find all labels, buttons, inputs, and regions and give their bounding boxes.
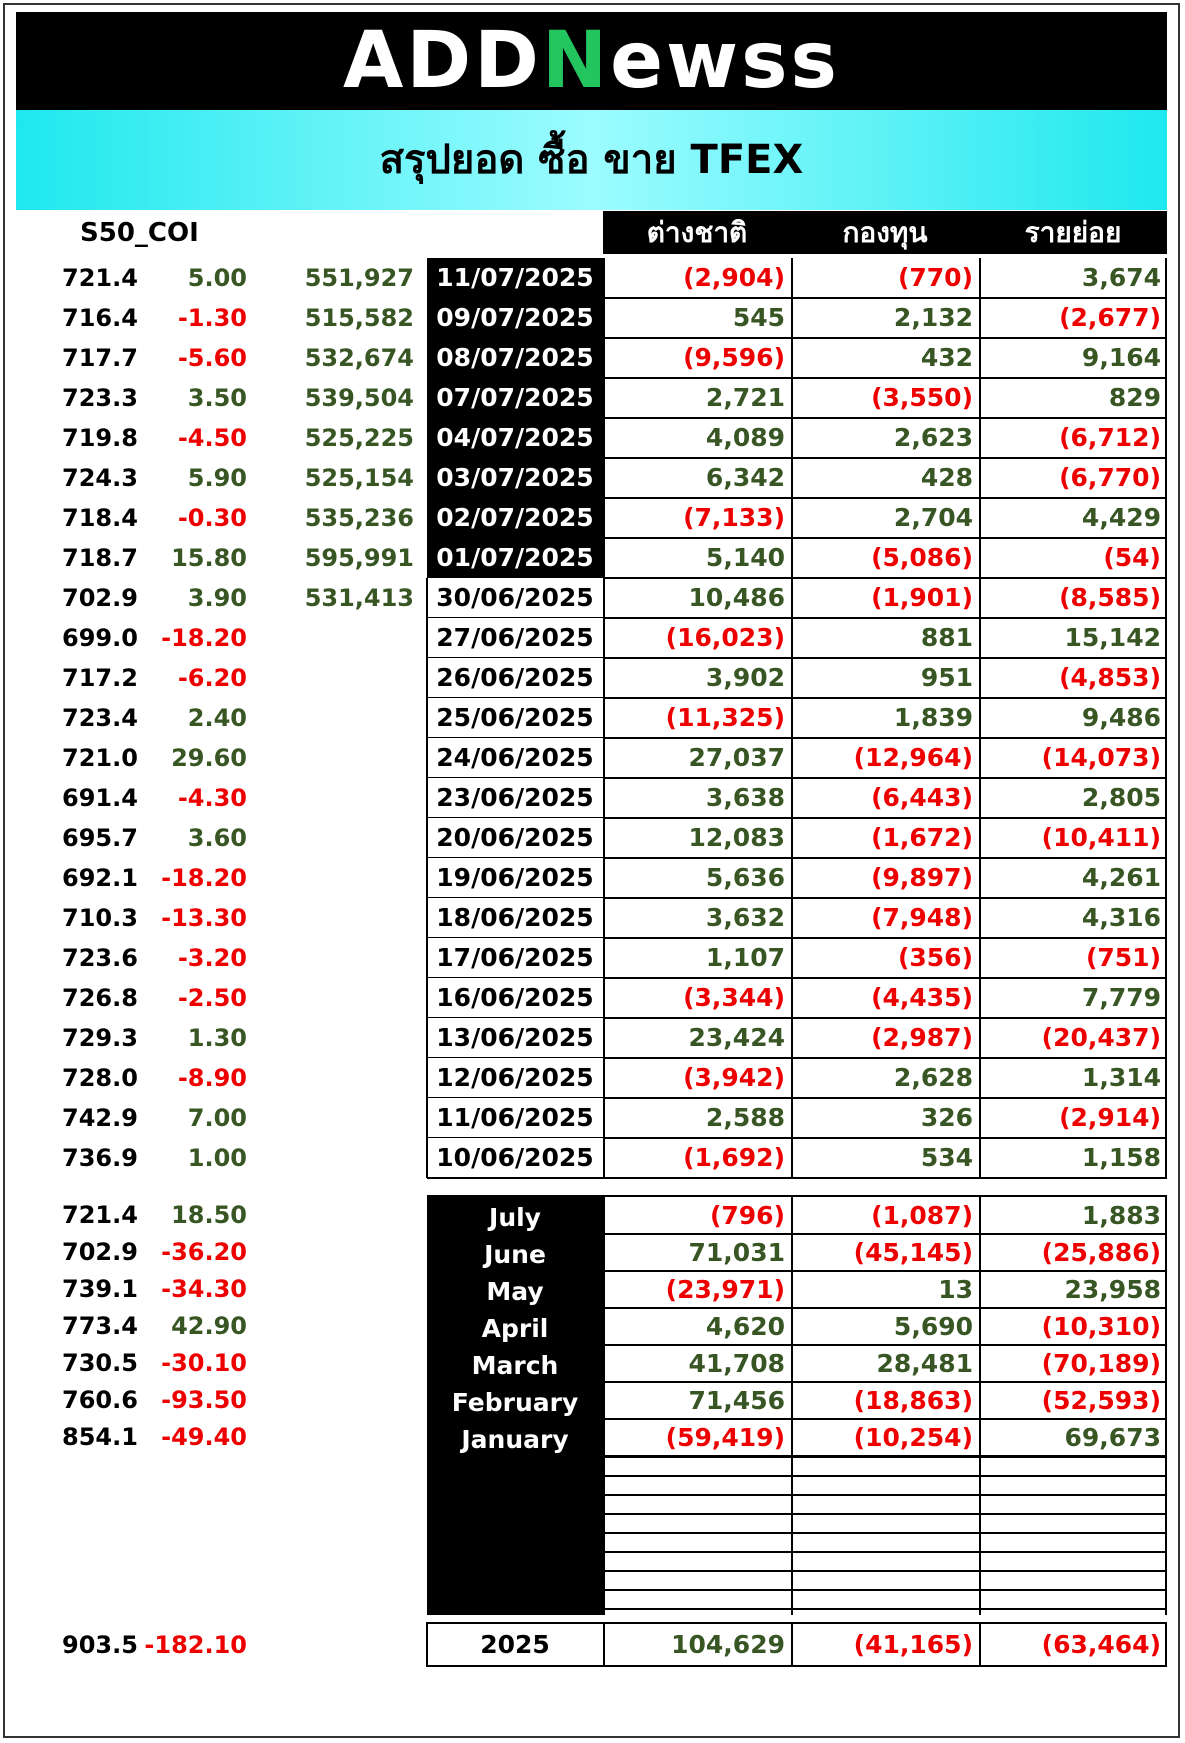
foreign-value: 27,037 [688, 743, 785, 772]
date-cell: 11/07/2025 [427, 258, 603, 298]
fund-value: 2,628 [893, 1063, 973, 1092]
coi-index: 723.6 [62, 944, 138, 972]
open-interest: 525,225 [304, 424, 414, 452]
foreign-value: (3,344) [683, 983, 785, 1012]
retail-value: (52,593) [1041, 1386, 1161, 1415]
date-cell: 26/06/2025 [427, 658, 603, 698]
coi-index: 721.0 [62, 744, 138, 772]
fund-value: 534 [920, 1143, 973, 1172]
blank-row-line [603, 1551, 1167, 1553]
foreign-value: 4,089 [705, 423, 785, 452]
coi-change: -4.50 [177, 424, 247, 452]
date-cell: 25/06/2025 [427, 698, 603, 738]
retail-value: (8,585) [1059, 583, 1161, 612]
coi-index: 723.3 [62, 384, 138, 412]
coi-change: 42.90 [171, 1312, 247, 1340]
foreign-value: (7,133) [683, 503, 785, 532]
foreign-value: 5,140 [705, 543, 785, 572]
fund-value: 326 [920, 1103, 973, 1132]
foreign-value: (9,596) [683, 343, 785, 372]
date-cell: 09/07/2025 [427, 298, 603, 338]
coi-change: -0.30 [177, 504, 247, 532]
retail-value: 7,779 [1081, 983, 1161, 1012]
coi-index: 736.9 [62, 1144, 138, 1172]
grid-line [979, 258, 981, 1178]
coi-change: -2.50 [177, 984, 247, 1012]
retail-value: (10,310) [1041, 1312, 1161, 1341]
fund-value: (18,863) [853, 1386, 973, 1415]
coi-change: 3.50 [187, 384, 247, 412]
foreign-value: 2,588 [705, 1103, 785, 1132]
coi-index: 729.3 [62, 1024, 138, 1052]
open-interest: 539,504 [304, 384, 414, 412]
coi-change: -4.30 [177, 784, 247, 812]
fund-value: 28,481 [876, 1349, 973, 1378]
coi-index: 699.0 [62, 624, 138, 652]
coi-change: 7.00 [187, 1104, 247, 1132]
month-label: February [451, 1388, 579, 1417]
coi-change: 3.60 [187, 824, 247, 852]
coi-index: 773.4 [62, 1312, 138, 1340]
open-interest: 535,236 [304, 504, 414, 532]
date-cell: 08/07/2025 [427, 338, 603, 378]
fund-total: (41,165) [853, 1630, 973, 1659]
coi-index: 702.9 [62, 584, 138, 612]
coi-change: 1.00 [187, 1144, 247, 1172]
date-cell: 13/06/2025 [427, 1018, 603, 1058]
grid-line [791, 1195, 793, 1615]
date-cell: 27/06/2025 [427, 618, 603, 658]
coi-change: 3.90 [187, 584, 247, 612]
foreign-value: 545 [732, 303, 785, 332]
fund-value: 1,839 [893, 703, 973, 732]
row-divider [427, 1195, 1167, 1197]
retail-value: 4,261 [1081, 863, 1161, 892]
date-cell: 02/07/2025 [427, 498, 603, 538]
retail-value: (4,853) [1059, 663, 1161, 692]
retail-value: 4,429 [1081, 503, 1161, 532]
blank-row-line [603, 1475, 1167, 1477]
grid-line [426, 578, 428, 1178]
retail-value: (25,886) [1041, 1238, 1161, 1267]
retail-value: (2,914) [1059, 1103, 1161, 1132]
addnewss-logo: ADDNewss [343, 16, 840, 106]
retail-value: 1,883 [1081, 1201, 1161, 1230]
grid-line [979, 1622, 981, 1667]
column-foreign: ต่างชาติ [646, 216, 748, 249]
coi-change: 18.50 [171, 1201, 247, 1229]
coi-index: 728.0 [62, 1064, 138, 1092]
coi-index: 721.4 [62, 1201, 138, 1229]
fund-value: 5,690 [893, 1312, 973, 1341]
retail-value: 69,673 [1064, 1423, 1161, 1452]
foreign-value: 23,424 [688, 1023, 785, 1052]
foreign-value: 71,031 [688, 1238, 785, 1267]
foreign-value: (2,904) [683, 263, 785, 292]
open-interest: 595,991 [304, 544, 414, 572]
date-cell: 01/07/2025 [427, 538, 603, 578]
coi-index: 721.4 [62, 264, 138, 292]
foreign-value: 3,638 [705, 783, 785, 812]
foreign-value: 5,636 [705, 863, 785, 892]
foreign-value: (1,692) [683, 1143, 785, 1172]
fund-value: 951 [920, 663, 973, 692]
fund-value: (2,987) [871, 1023, 973, 1052]
page-title: สรุปยอด ซื้อ ขาย TFEX [379, 137, 804, 183]
foreign-value: (3,942) [683, 1063, 785, 1092]
grid-line [426, 1622, 428, 1667]
blank-row-line [603, 1589, 1167, 1591]
open-interest: 551,927 [304, 264, 414, 292]
date-cell: 24/06/2025 [427, 738, 603, 778]
grid-line [603, 1195, 605, 1615]
coi-index: 702.9 [62, 1238, 138, 1266]
coi-index: 739.1 [62, 1275, 138, 1303]
coi-change: -49.40 [161, 1423, 247, 1451]
date-cell: 03/07/2025 [427, 458, 603, 498]
year-cell: 2025 [427, 1625, 603, 1665]
coi-index: 718.7 [62, 544, 138, 572]
coi-change: 5.90 [187, 464, 247, 492]
column-retail: รายย่อย [1024, 216, 1122, 249]
retail-value: (54) [1103, 543, 1161, 572]
retail-value: 9,486 [1081, 703, 1161, 732]
retail-value: 1,314 [1081, 1063, 1161, 1092]
fund-value: (1,087) [871, 1201, 973, 1230]
retail-value: 4,316 [1081, 903, 1161, 932]
blank-row-line [603, 1513, 1167, 1515]
fund-value: (770) [897, 263, 973, 292]
coi-index: 730.5 [62, 1349, 138, 1377]
foreign-value: 2,721 [705, 383, 785, 412]
column-fund: กองทุน [842, 216, 928, 249]
date-cell: 11/06/2025 [427, 1098, 603, 1138]
foreign-value: 1,107 [705, 943, 785, 972]
coi-change: -5.60 [177, 344, 247, 372]
blank-row-line [603, 1570, 1167, 1572]
coi-index: 716.4 [62, 304, 138, 332]
fund-value: (6,443) [871, 783, 973, 812]
retail-value: 829 [1108, 383, 1161, 412]
foreign-total: 104,629 [671, 1630, 785, 1659]
grid-line [1165, 258, 1167, 1178]
coi-index: 723.4 [62, 704, 138, 732]
coi-change: -1.30 [177, 304, 247, 332]
month-label: January [461, 1425, 569, 1454]
coi-change: 15.80 [171, 544, 247, 572]
retail-value: 2,805 [1081, 783, 1161, 812]
date-cell: 17/06/2025 [427, 938, 603, 978]
fund-value: 432 [920, 343, 973, 372]
date-cell: 04/07/2025 [427, 418, 603, 458]
coi-change: 5.00 [187, 264, 247, 292]
coi-change: -6.20 [177, 664, 247, 692]
fund-value: 881 [920, 623, 973, 652]
retail-value: (2,677) [1059, 303, 1161, 332]
coi-change: -3.20 [177, 944, 247, 972]
coi-index: 726.8 [62, 984, 138, 1012]
fund-value: 2,623 [893, 423, 973, 452]
date-cell: 10/06/2025 [427, 1138, 603, 1178]
date-cell: 20/06/2025 [427, 818, 603, 858]
coi-index: 695.7 [62, 824, 138, 852]
blank-row-line [603, 1532, 1167, 1534]
grid-line [791, 1622, 793, 1667]
date-cell: 12/06/2025 [427, 1058, 603, 1098]
retail-total: (63,464) [1041, 1630, 1161, 1659]
foreign-value: (59,419) [665, 1423, 785, 1452]
retail-value: 23,958 [1064, 1275, 1161, 1304]
grid-line [603, 258, 605, 1178]
month-label: June [484, 1240, 546, 1269]
blank-row-line [603, 1456, 1167, 1458]
fund-value: (10,254) [853, 1423, 973, 1452]
open-interest: 532,674 [304, 344, 414, 372]
title-banner [16, 110, 1167, 210]
coi-index: 903.5 [62, 1631, 138, 1659]
coi-change: -8.90 [177, 1064, 247, 1092]
grid-line [1165, 1622, 1167, 1667]
coi-change: 1.30 [187, 1024, 247, 1052]
date-cell: 23/06/2025 [427, 778, 603, 818]
fund-value: (45,145) [853, 1238, 973, 1267]
date-cell: 19/06/2025 [427, 858, 603, 898]
row-divider [603, 1177, 1167, 1179]
fund-value: (1,672) [871, 823, 973, 852]
coi-change: -182.10 [144, 1631, 247, 1659]
foreign-value: 3,632 [705, 903, 785, 932]
coi-index: 691.4 [62, 784, 138, 812]
fund-value: (4,435) [871, 983, 973, 1012]
coi-index: 854.1 [62, 1423, 138, 1451]
fund-value: 428 [920, 463, 973, 492]
grid-line [791, 258, 793, 1178]
coi-index: 760.6 [62, 1386, 138, 1414]
foreign-value: (23,971) [665, 1275, 785, 1304]
coi-change: -93.50 [161, 1386, 247, 1414]
fund-value: (3,550) [871, 383, 973, 412]
retail-value: 1,158 [1081, 1143, 1161, 1172]
retail-value: 9,164 [1081, 343, 1161, 372]
retail-value: (751) [1085, 943, 1161, 972]
foreign-value: (796) [709, 1201, 785, 1230]
coi-index: 742.9 [62, 1104, 138, 1132]
foreign-value: (16,023) [665, 623, 785, 652]
grid-line [1165, 1195, 1167, 1615]
s50-coi-label: S50_COI [80, 218, 199, 248]
date-cell: 30/06/2025 [427, 578, 603, 618]
coi-change: 29.60 [171, 744, 247, 772]
retail-value: 3,674 [1081, 263, 1161, 292]
month-label: March [471, 1351, 559, 1380]
coi-change: -34.30 [161, 1275, 247, 1303]
date-cell: 07/07/2025 [427, 378, 603, 418]
coi-index: 719.8 [62, 424, 138, 452]
foreign-value: (11,325) [665, 703, 785, 732]
row-divider [427, 1665, 1167, 1667]
retail-value: (20,437) [1041, 1023, 1161, 1052]
retail-value: (70,189) [1041, 1349, 1161, 1378]
grid-line [979, 1195, 981, 1615]
fund-value: (5,086) [871, 543, 973, 572]
open-interest: 515,582 [304, 304, 414, 332]
open-interest: 525,154 [304, 464, 414, 492]
coi-change: 2.40 [187, 704, 247, 732]
foreign-value: 6,342 [705, 463, 785, 492]
fund-value: 13 [938, 1275, 973, 1304]
coi-change: -18.20 [161, 624, 247, 652]
fund-value: (1,901) [871, 583, 973, 612]
coi-index: 692.1 [62, 864, 138, 892]
month-label: May [486, 1277, 544, 1306]
fund-value: 2,704 [893, 503, 973, 532]
month-label: April [481, 1314, 549, 1343]
foreign-value: 10,486 [688, 583, 785, 612]
open-interest: 531,413 [304, 584, 414, 612]
foreign-value: 3,902 [705, 663, 785, 692]
fund-value: (9,897) [871, 863, 973, 892]
column-header [603, 211, 1167, 254]
fund-value: 2,132 [893, 303, 973, 332]
row-divider [427, 1622, 1167, 1624]
coi-change: -30.10 [161, 1349, 247, 1377]
foreign-value: 71,456 [688, 1386, 785, 1415]
coi-index: 718.4 [62, 504, 138, 532]
date-cell: 18/06/2025 [427, 898, 603, 938]
foreign-value: 12,083 [688, 823, 785, 852]
grid-line [603, 1622, 605, 1667]
coi-index: 724.3 [62, 464, 138, 492]
fund-value: (12,964) [853, 743, 973, 772]
logo-bar [16, 12, 1167, 110]
retail-value: (6,712) [1059, 423, 1161, 452]
month-label: July [489, 1203, 541, 1232]
coi-change: -18.20 [161, 864, 247, 892]
coi-index: 710.3 [62, 904, 138, 932]
date-cell: 16/06/2025 [427, 978, 603, 1018]
retail-value: 15,142 [1064, 623, 1161, 652]
retail-value: (6,770) [1059, 463, 1161, 492]
retail-value: (14,073) [1041, 743, 1161, 772]
foreign-value: 41,708 [688, 1349, 785, 1378]
coi-change: -13.30 [161, 904, 247, 932]
coi-change: -36.20 [161, 1238, 247, 1266]
blank-row-line [603, 1608, 1167, 1610]
coi-index: 717.2 [62, 664, 138, 692]
row-divider [427, 1177, 603, 1179]
retail-value: (10,411) [1041, 823, 1161, 852]
foreign-value: 4,620 [705, 1312, 785, 1341]
blank-row-line [603, 1494, 1167, 1496]
coi-index: 717.7 [62, 344, 138, 372]
fund-value: (7,948) [871, 903, 973, 932]
fund-value: (356) [897, 943, 973, 972]
